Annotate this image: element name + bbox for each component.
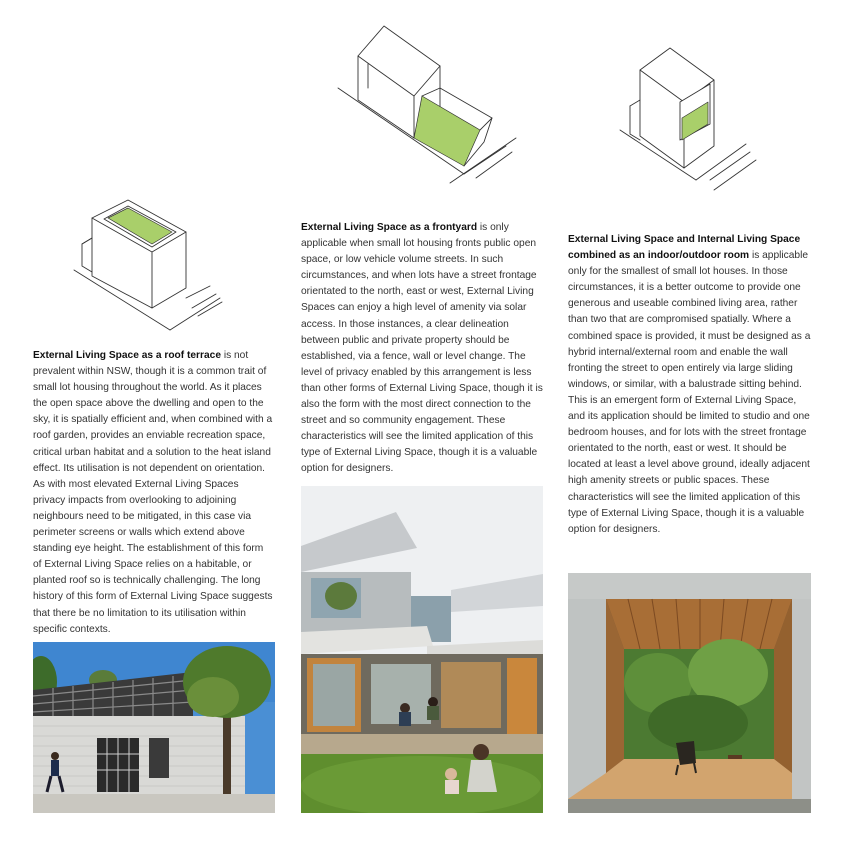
roof-terrace-photo (33, 642, 275, 813)
indoor-outdoor-text (568, 232, 812, 538)
roof-terrace-heading: External Living Space as a roof terrace (33, 350, 221, 361)
frontyard-sketch (330, 18, 520, 188)
frontyard-body: is only applicable when small lot housing fronts public open space, or low vehicle volume streets. In such circumstances, and when lots have a street frontage orientated to the north, east or west, External Living Spaces can enjoy a high level of amenity via solar access. In those instances, a clear delineation between public and private property should be established, via a fence, wall or level change. The level of privacy enabled by this arrangement is less than other forms of External Living Space, though it is also the form with the most direct connection to the street and so community engagement. These characteristics will see the limited application of this type of External Living Space, though it is a valuable option for designers. (301, 222, 543, 475)
roof-terrace-text (33, 348, 273, 638)
frontyard-text (301, 220, 543, 478)
frontyard-photo (301, 486, 543, 813)
roof-terrace-sketch (60, 190, 240, 340)
indoor-outdoor-photo (568, 573, 811, 813)
roof-terrace-body: is not prevalent within NSW, though it is a common trait of small lot housing throughout the world. As it places the open space above the dwelling and open to the sky, it is spatially efficient and, when combined with a roof garden, provides an enviable recreation space, critical urban habitat and a solution to the heat island effect. Its utilisation is not dependent on orientation. As with most elevated External Living Spaces privacy impacts from overlooking to adjoining neighbours need to be mitigated, in this case via perimeter screens or walls which extend above standing eye height. The establishment of this form of External Living Space relies on a habitable, or planted roof so is technically challenging. The long history of this form of External Living Space suggests that there be no limitation to its utilisation within specific contexts. (33, 350, 273, 635)
frontyard-heading: External Living Space as a frontyard (301, 222, 478, 233)
indoor-outdoor-sketch (610, 40, 760, 210)
indoor-outdoor-body: is applicable only for the smallest of small lot houses. In those circumstances, it is a better outcome to provide one generous and useable combined living area, rather than two that are compromised spatially. Where a combined space is provided, it must be designed as a hybrid internal/external room and enable the wall fronting the street to open entirely via large sliding windows, or similar, with a balustrade sitting behind. This is an emergent form of External Living Space, and its application should be limited to studio and one bedroom houses, and for lots with the street frontage orientated to the north, east or west. It should be located at least a level above ground, ideally adjacent high amenity streets or public spaces. These characteristics will see the limited application of this type of External Living Space, though it is a valuable option for designers. (568, 250, 811, 535)
indoor-outdoor-heading: External Living Space and Internal Living Space combined as an indoor/outdoor room (568, 234, 801, 262)
